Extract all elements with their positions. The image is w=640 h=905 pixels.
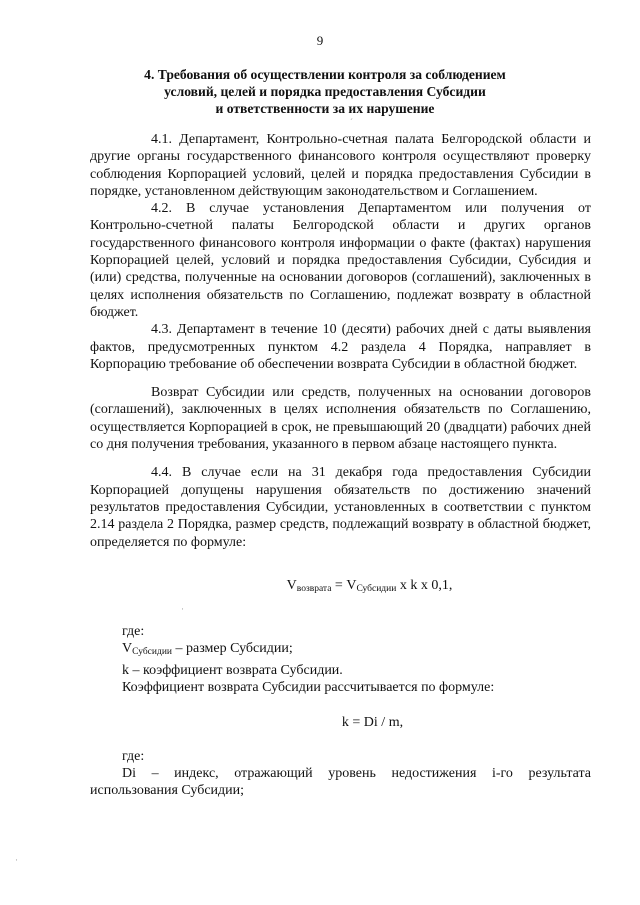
scan-speck: · xyxy=(15,855,18,865)
scan-speck: · xyxy=(181,604,184,614)
where-label-2: где: xyxy=(122,748,145,764)
where-label-1: где: xyxy=(122,624,145,640)
heading-line-2: условий, целей и порядка предоставления Субсидии xyxy=(164,84,486,99)
k-formula-intro: Коэффициент возврата Субсидии рассчитывается по формуле: xyxy=(122,680,495,696)
definition-v-subsidy: $V_{Субсидии}$ – размер Субсидии; xyxy=(122,641,293,658)
page-number: 9 xyxy=(316,33,324,48)
formula-return-amount: $V_{возврата} = V_{Субсидии}$ x k x 0,1, xyxy=(286,577,453,594)
definition-k: k – коэффициент возврата Субсидии. xyxy=(122,662,343,678)
paragraph-4-2: 4.2. В случае установления Департаментом или получения от Контрольно-счетной палаты Белгородской области и других органов государственного финансового контроля информации о факте (фактах) нарушения Корпорацией целей, условий и порядка предоставления Субсидии, Субсидия и (или) средства, полученные на основании договоров (соглашений), заключенных в целях исполнения обязательств по Соглашению, подлежат возврату в областной бюджет. xyxy=(90,201,591,320)
definition-di: Di – индекс, отражающий уровень недостижения i-го результата использования Субсидии; xyxy=(90,765,591,799)
paragraph-4-3-return: Возврат Субсидии или средств, полученных на основании договоров (соглашений), заключенных в целях исполнения обязательств по Соглашению, осуществляется Корпорацией в срок, не превышающий 20 (двадцати) рабочих дней со дня получения требования, указанного в первом абзаце настоящего пункта. xyxy=(90,385,591,453)
paragraph-4-4: 4.4. В случае если на 31 декабря года предоставления Субсидии Корпорацией допущены нарушения обязательств по достижению значений результатов предоставления Субсидии, установленных в соответствии с пунктом 2.14 раздела 2 Порядка, размер средств, подлежащий возврату в областной бюджет, определяется по формуле: xyxy=(90,465,591,550)
section-heading xyxy=(90,66,560,117)
formula-k: k = Di / m, xyxy=(341,715,404,731)
document-body xyxy=(90,131,591,800)
heading-line-1: 4. Требования об осуществлении контроля за соблюдением xyxy=(144,67,506,82)
paragraph-4-1: 4.1. Департамент, Контрольно-счетная палата Белгородской области и другие органы государственного финансового контроля осуществляют проверку соблюдения Корпорацией условий, целей и порядка предоставления Субсидии в порядке, установленном действующим законодательством и Соглашением. xyxy=(90,132,591,199)
heading-line-3: и ответственности за их нарушение xyxy=(215,101,435,116)
scan-speck: ˊ xyxy=(350,117,353,127)
paragraph-4-3: 4.3. Департамент в течение 10 (десяти) рабочих дней с даты выявления фактов, предусмотренных пунктом 4.2 раздела 4 Порядка, направляет в Корпорацию требование об обеспечении возврата Субсидии в областной бюджет. xyxy=(90,322,591,372)
